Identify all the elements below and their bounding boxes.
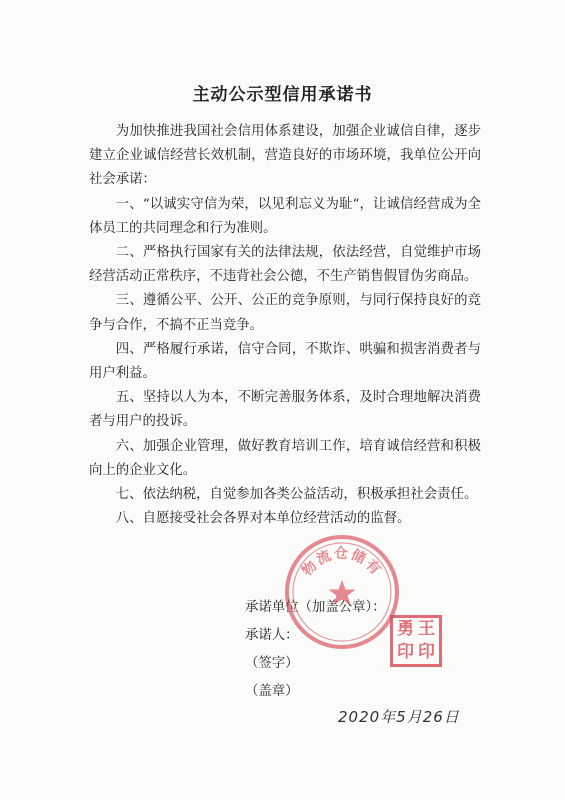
sign-note: （签字） xyxy=(245,656,299,671)
commitment-item-2: 二、严格执行国家有关的法律法规，依法经营，自觉维护市场经营活动正常秩序，不违背社会公德，不生产销售假冒伪劣商品。 xyxy=(89,245,481,285)
seal-star-icon xyxy=(329,580,356,605)
commitment-item-8: 八、自愿接受社会各界对本单位经营活动的监督。 xyxy=(115,511,411,527)
intro-paragraph: 为加快推进我国社会信用体系建设，加强企业诚信自律，逐步建立企业诚信经营长效机制，营造良好的市场环境，我单位公开向社会承诺： xyxy=(89,124,481,188)
commitment-item-4: 四、严格履行承诺，信守合同，不欺诈、哄骗和损害消费者与用户利益。 xyxy=(89,341,481,382)
commitment-item-3: 三、遵循公平、公开、公正的竞争原则，与同行保持良好的竞争与合作，不搞不正当竞争。 xyxy=(89,293,481,333)
document-title: 主动公示型信用承诺书 xyxy=(192,85,373,105)
personal-name-stamp xyxy=(390,615,442,667)
name-stamp-char: 王 xyxy=(418,619,435,639)
committer-label: 承诺人： xyxy=(245,628,299,643)
name-stamp-char: 勇 xyxy=(397,619,414,639)
commitment-item-1: 一、“以诚实守信为荣，以见利忘义为耻“，让诚信经营成为全体员工的共同理念和行为准则。 xyxy=(89,196,481,236)
commitment-item-7: 七、依法纳税，自觉参加各类公益活动，积极承担社会责任。 xyxy=(115,487,478,503)
stamp-note: （盖章） xyxy=(245,684,299,699)
handwritten-date: 2020年5月26日 xyxy=(338,708,460,726)
company-seal xyxy=(282,532,402,652)
commitment-item-5: 五、坚持以人为本，不断完善服务体系，及时合理地解决消费者与用户的投诉。 xyxy=(89,390,481,430)
name-stamp-char: 印 xyxy=(418,642,435,662)
seal-text: 物流仓储有 xyxy=(299,546,385,580)
commitment-item-6: 六、加强企业管理，做好教育培训工作，培育诚信经营和积极向上的企业文化。 xyxy=(89,438,481,478)
committing-unit-label: 承诺单位（加盖公章）： xyxy=(245,600,386,615)
document-body xyxy=(89,120,481,531)
svg-text:物流仓储有 xyxy=(299,545,386,579)
name-stamp-char: 印 xyxy=(397,642,414,662)
